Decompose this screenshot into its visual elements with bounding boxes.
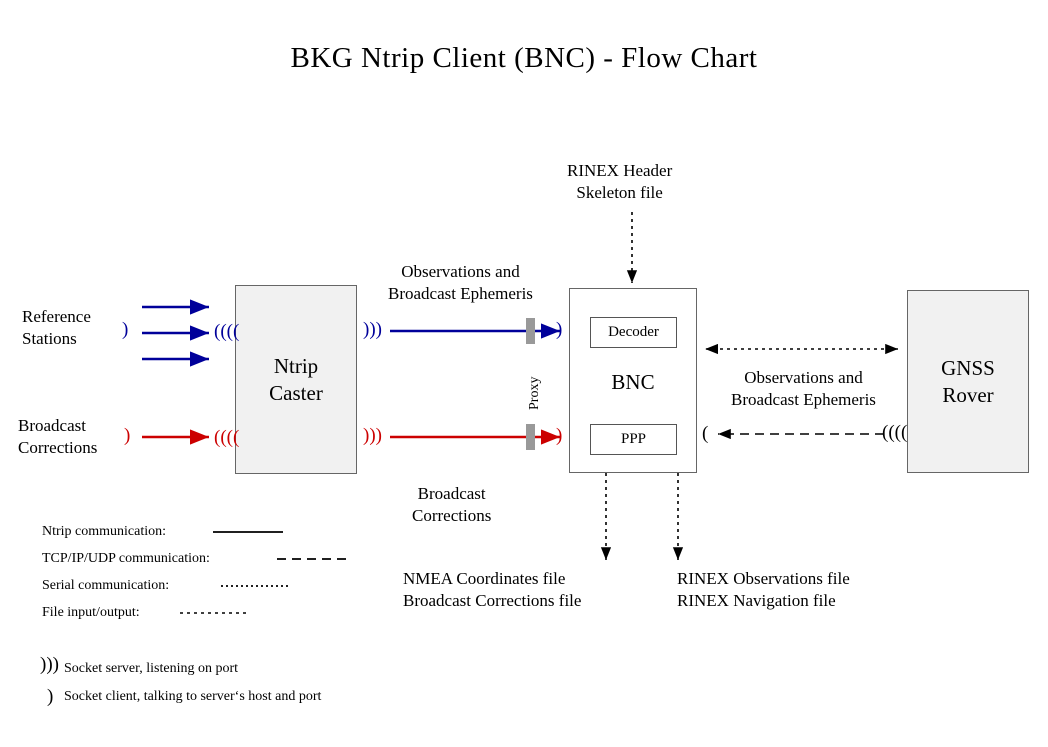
socket-server-icon-caster-in: ((((: [214, 321, 240, 342]
node-gnss-rover[interactable]: [907, 290, 1029, 473]
socket-server-icon-caster-out: ))): [363, 319, 382, 340]
label-observations-ephemeris-top-2: Broadcast Ephemeris: [388, 284, 533, 304]
socket-server-icon-caster-out-red: ))): [363, 425, 382, 446]
label-broadcast-corrections-left: [18, 415, 97, 459]
node-ntrip-caster-label-1: Ntrip: [273, 354, 319, 379]
label-rinex-header-skeleton: [567, 160, 672, 204]
node-gnss-rover-label-1: GNSS: [941, 356, 995, 381]
key-socket-server-icon: ))): [40, 654, 59, 675]
label-nmea-output-files-1: NMEA Coordinates file: [403, 569, 566, 588]
label-rinex-header-skeleton-2: Skeleton file: [576, 183, 663, 203]
label-observations-ephemeris-top: [388, 261, 533, 305]
node-gnss-rover-label-2: Rover: [942, 382, 994, 407]
label-reference-stations: [22, 306, 91, 350]
label-observations-ephemeris-right: [731, 367, 876, 411]
node-ntrip-caster[interactable]: [235, 285, 357, 474]
proxy-bar-bottom: [526, 424, 535, 450]
socket-client-icon-bnc-in-red: ): [556, 425, 563, 446]
socket-client-icon-reference-stations: ): [122, 319, 129, 340]
label-observations-ephemeris-right-1: Observations and: [744, 368, 863, 387]
socket-client-icon-bnc-rover: (: [702, 423, 709, 444]
label-rinex-output-files-1: RINEX Observations file: [677, 569, 850, 588]
page-title: BKG Ntrip Client (BNC) - Flow Chart: [290, 42, 758, 74]
legend-tcp: TCP/IP/UDP communication:: [42, 551, 210, 566]
socket-server-icon-caster-in-red: ((((: [214, 427, 240, 448]
label-broadcast-corrections-mid-1: Broadcast: [417, 484, 486, 503]
key-socket-server-text: Socket server, listening on port: [64, 661, 239, 676]
proxy-bar-top: [526, 318, 535, 344]
node-bnc-ppp-label: PPP: [620, 431, 647, 447]
label-observations-ephemeris-top-1: Observations and: [401, 262, 520, 281]
label-nmea-output-files: [403, 568, 581, 612]
socket-client-icon-broadcast-corrections: ): [124, 425, 131, 446]
label-broadcast-corrections-mid-2: Corrections: [412, 506, 492, 526]
label-observations-ephemeris-right-2: Broadcast Ephemeris: [731, 390, 876, 410]
socket-server-icon-rover: ((((: [882, 422, 908, 443]
label-reference-stations-2: Stations: [22, 329, 77, 349]
node-bnc-decoder[interactable]: [590, 317, 677, 348]
key-socket-client-icon: ): [47, 686, 54, 707]
node-bnc-ppp[interactable]: [590, 424, 677, 455]
label-reference-stations-1: Reference: [22, 307, 91, 326]
label-nmea-output-files-2: Broadcast Corrections file: [403, 591, 582, 611]
label-broadcast-corrections-mid: [412, 483, 491, 527]
label-broadcast-corrections-left-1: Broadcast: [18, 416, 86, 435]
label-rinex-output-files: [677, 568, 850, 612]
socket-client-icon-bnc-in: ): [556, 319, 563, 340]
proxy-label: Proxy: [527, 376, 542, 410]
legend-file: File input/output:: [42, 605, 140, 620]
label-broadcast-corrections-left-2: Corrections: [18, 438, 98, 458]
legend-ntrip: Ntrip communication:: [42, 524, 167, 539]
legend-serial: Serial communication:: [42, 578, 170, 593]
node-bnc-label: BNC: [611, 370, 655, 395]
key-socket-client-text: Socket client, talking to server‘s host and port: [64, 689, 322, 704]
node-bnc-decoder-label: Decoder: [608, 324, 659, 340]
label-rinex-output-files-2: RINEX Navigation file: [677, 591, 836, 611]
node-ntrip-caster-label-2: Caster: [269, 380, 323, 405]
label-rinex-header-skeleton-1: RINEX Header: [567, 161, 673, 180]
